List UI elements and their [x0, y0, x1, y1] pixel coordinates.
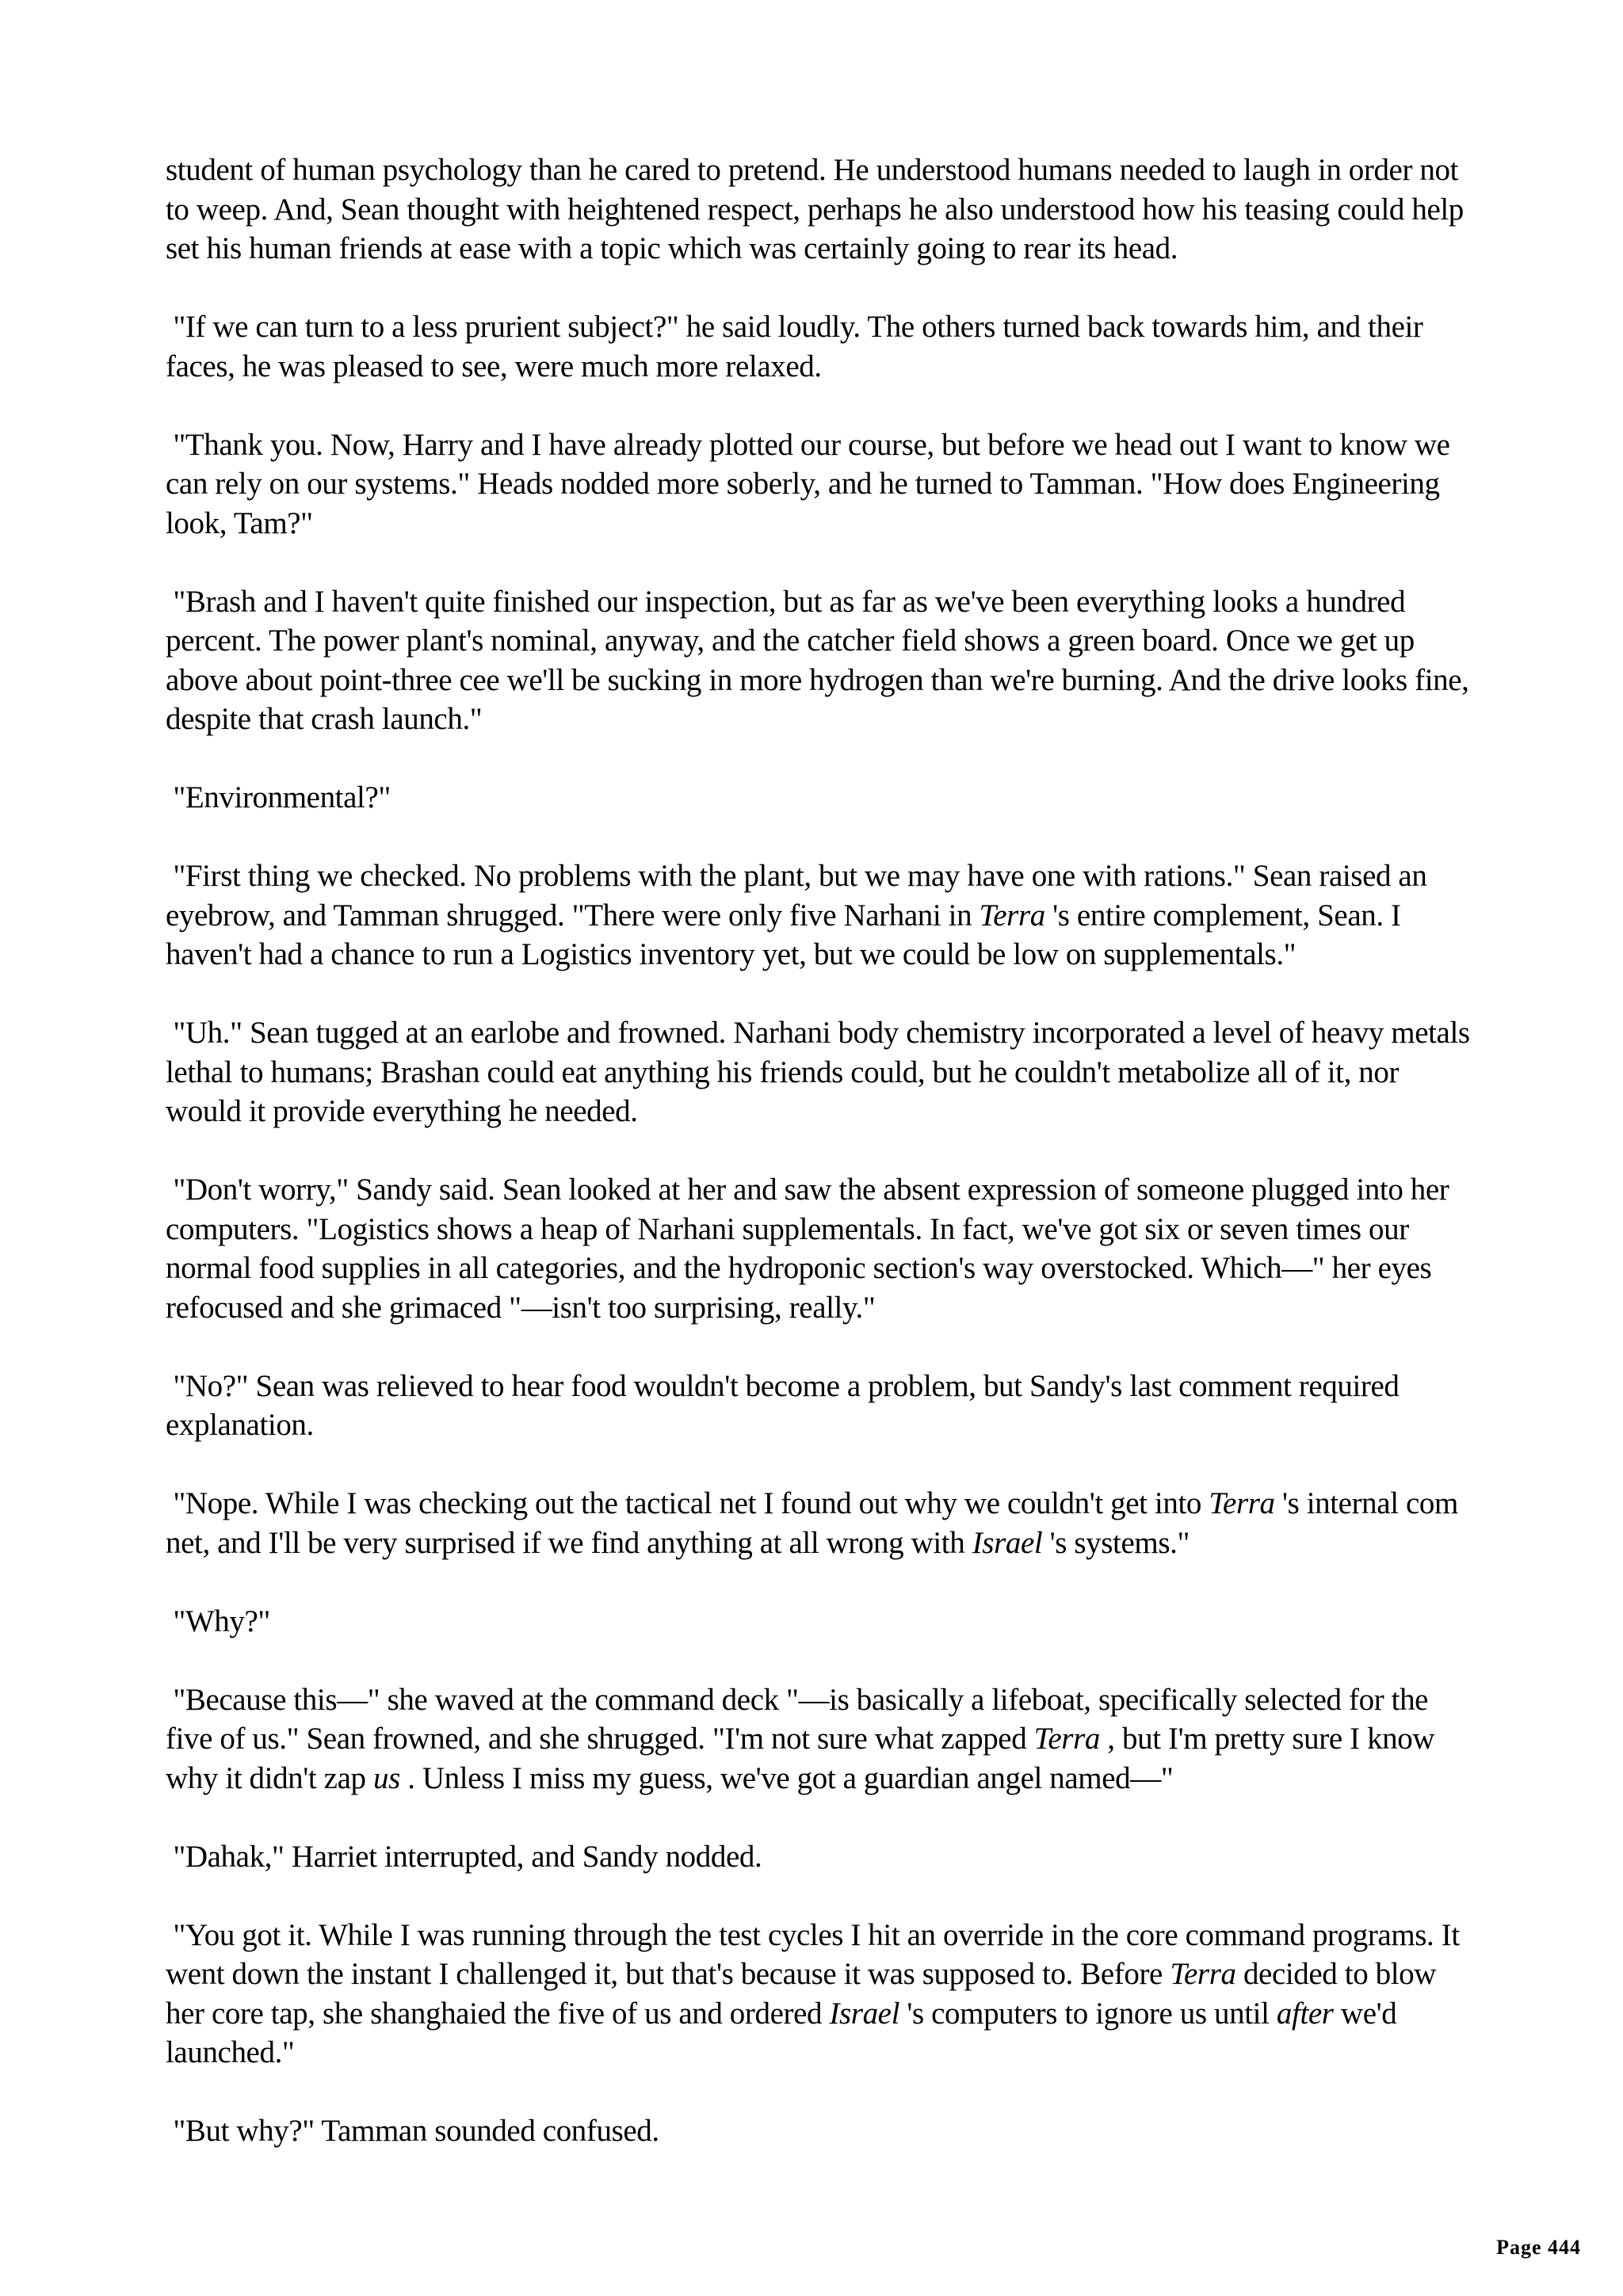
paragraph-text: . Unless I miss my guess, we've got a guardian angel named—" [399, 1760, 1174, 1795]
italic-text: after [1276, 1996, 1334, 2031]
italic-text: Terra [979, 898, 1045, 933]
paragraph [166, 1484, 1481, 1562]
paragraph-text: "Why?" [166, 1604, 270, 1638]
italic-text: Israel [829, 1996, 900, 2031]
paragraph-text: "Dahak," Harriet interrupted, and Sandy nodded. [166, 1839, 762, 1874]
paragraph-text: "Uh." Sean tugged at an earlobe and frowned. Narhani body chemistry incorporated a level of heavy metals lethal to humans; Brashan could eat anything his friends could, but he couldn't metabolize all of it, nor would it provide everything he needed. [166, 1016, 1478, 1128]
paragraph [166, 1367, 1481, 1445]
paragraph-text: we'd launched." [166, 1996, 1404, 2069]
paragraph-text: "But why?" Tamman sounded confused. [166, 2114, 659, 2148]
paragraph [166, 2111, 1481, 2151]
paragraph-text: "Thank you. Now, Harry and I have already plotted our course, but before we head out I want to know we can rely on our systems." Heads nodded more soberly, and he turned to Tamman. "How does Engineering look, Tam?" [166, 427, 1457, 540]
paragraph [166, 856, 1481, 974]
paragraph-text: decided to blow her core tap, she shanghaied the five of us and ordered [166, 1957, 1444, 2031]
paragraph-text: 's entire complement, Sean. I haven't had a chance to run a Logistics inventory yet, but we could be low on supplementals." [166, 898, 1408, 971]
italic-text: Terra [1170, 1957, 1236, 1991]
paragraph [166, 425, 1481, 543]
paragraph-text: "Nope. While I was checking out the tactical net I found out why we couldn't get into [166, 1486, 1209, 1520]
paragraph-text: 's internal com net, and I'll be very surprised if we find anything at all wrong with [166, 1486, 1466, 1560]
page-number: Page 444 [1496, 2236, 1581, 2259]
paragraph-text: , but I'm pretty sure I know why it didn't zap [166, 1722, 1442, 1795]
italic-text: Terra [1033, 1722, 1100, 1756]
paragraph-text: "Environmental?" [166, 780, 391, 814]
paragraph [166, 582, 1481, 739]
paragraph-text: "First thing we checked. No problems with the plant, but we may have one with rations." Sean raised an eyebrow, and Tamman shrugged. "There were only five Narhani in [166, 859, 1434, 933]
paragraph-text: student of human psychology than he cared to pretend. He understood humans needed to laugh in order not to weep. And, Sean thought with heightened respect, perhaps he also understood how his teasing could help set his human friends at ease with a topic which was certainly going to rear its head. [166, 153, 1472, 265]
italic-text: Terra [1209, 1486, 1275, 1520]
paragraph-text: 's computers to ignore us until [899, 1996, 1277, 2031]
paragraph-text: "Brash and I haven't quite finished our inspection, but as far as we've been everything looks a hundred percent. The power plant's nominal, anyway, and the catcher field shows a green board. Once we get up above about point-three cee we'll be sucking in more hydrogen than we're burning. And the drive looks fine, despite that crash launch." [166, 584, 1476, 736]
paragraph-text: "If we can turn to a less prurient subject?" he said loudly. The others turned back towards him, and their faces, he was pleased to see, were much more relaxed. [166, 310, 1430, 383]
paragraph [166, 778, 1481, 818]
paragraph [166, 1170, 1481, 1327]
paragraph [166, 1013, 1481, 1131]
paragraph [166, 1602, 1481, 1642]
italic-text: Israel [972, 1525, 1043, 1560]
paragraph [166, 1680, 1481, 1798]
paragraph-text: "No?" Sean was relieved to hear food wouldn't become a problem, but Sandy's last comment required explanation. [166, 1368, 1407, 1442]
paragraph-list [166, 151, 1481, 2151]
paragraph-text: "Because this—" she waved at the command deck "—is basically a lifeboat, specifically selected for the five of us." Sean frowned, and she shrugged. "I'm not sure what zapped [166, 1682, 1436, 1756]
paragraph [166, 307, 1481, 386]
document-body [166, 151, 1481, 2190]
paragraph [166, 1916, 1481, 2073]
paragraph-text: "You got it. While I was running through the test cycles I hit an override in the core command programs. It went down the instant I challenged it, but that's because it was supposed to. Before [166, 1917, 1468, 1991]
paragraph-text: 's systems." [1042, 1525, 1190, 1560]
paragraph [166, 151, 1481, 269]
italic-text: us [372, 1760, 400, 1795]
paragraph-text: "Don't worry," Sandy said. Sean looked at her and saw the absent expression of someone plugged into her computers. "Logistics shows a heap of Narhani supplementals. In fact, we've got six or seven times our normal food supplies in all categories, and the hydroponic section's way overstocked. Which—" her eyes refocused and she grimaced "—isn't too surprising, really." [166, 1173, 1457, 1325]
paragraph [166, 1837, 1481, 1877]
